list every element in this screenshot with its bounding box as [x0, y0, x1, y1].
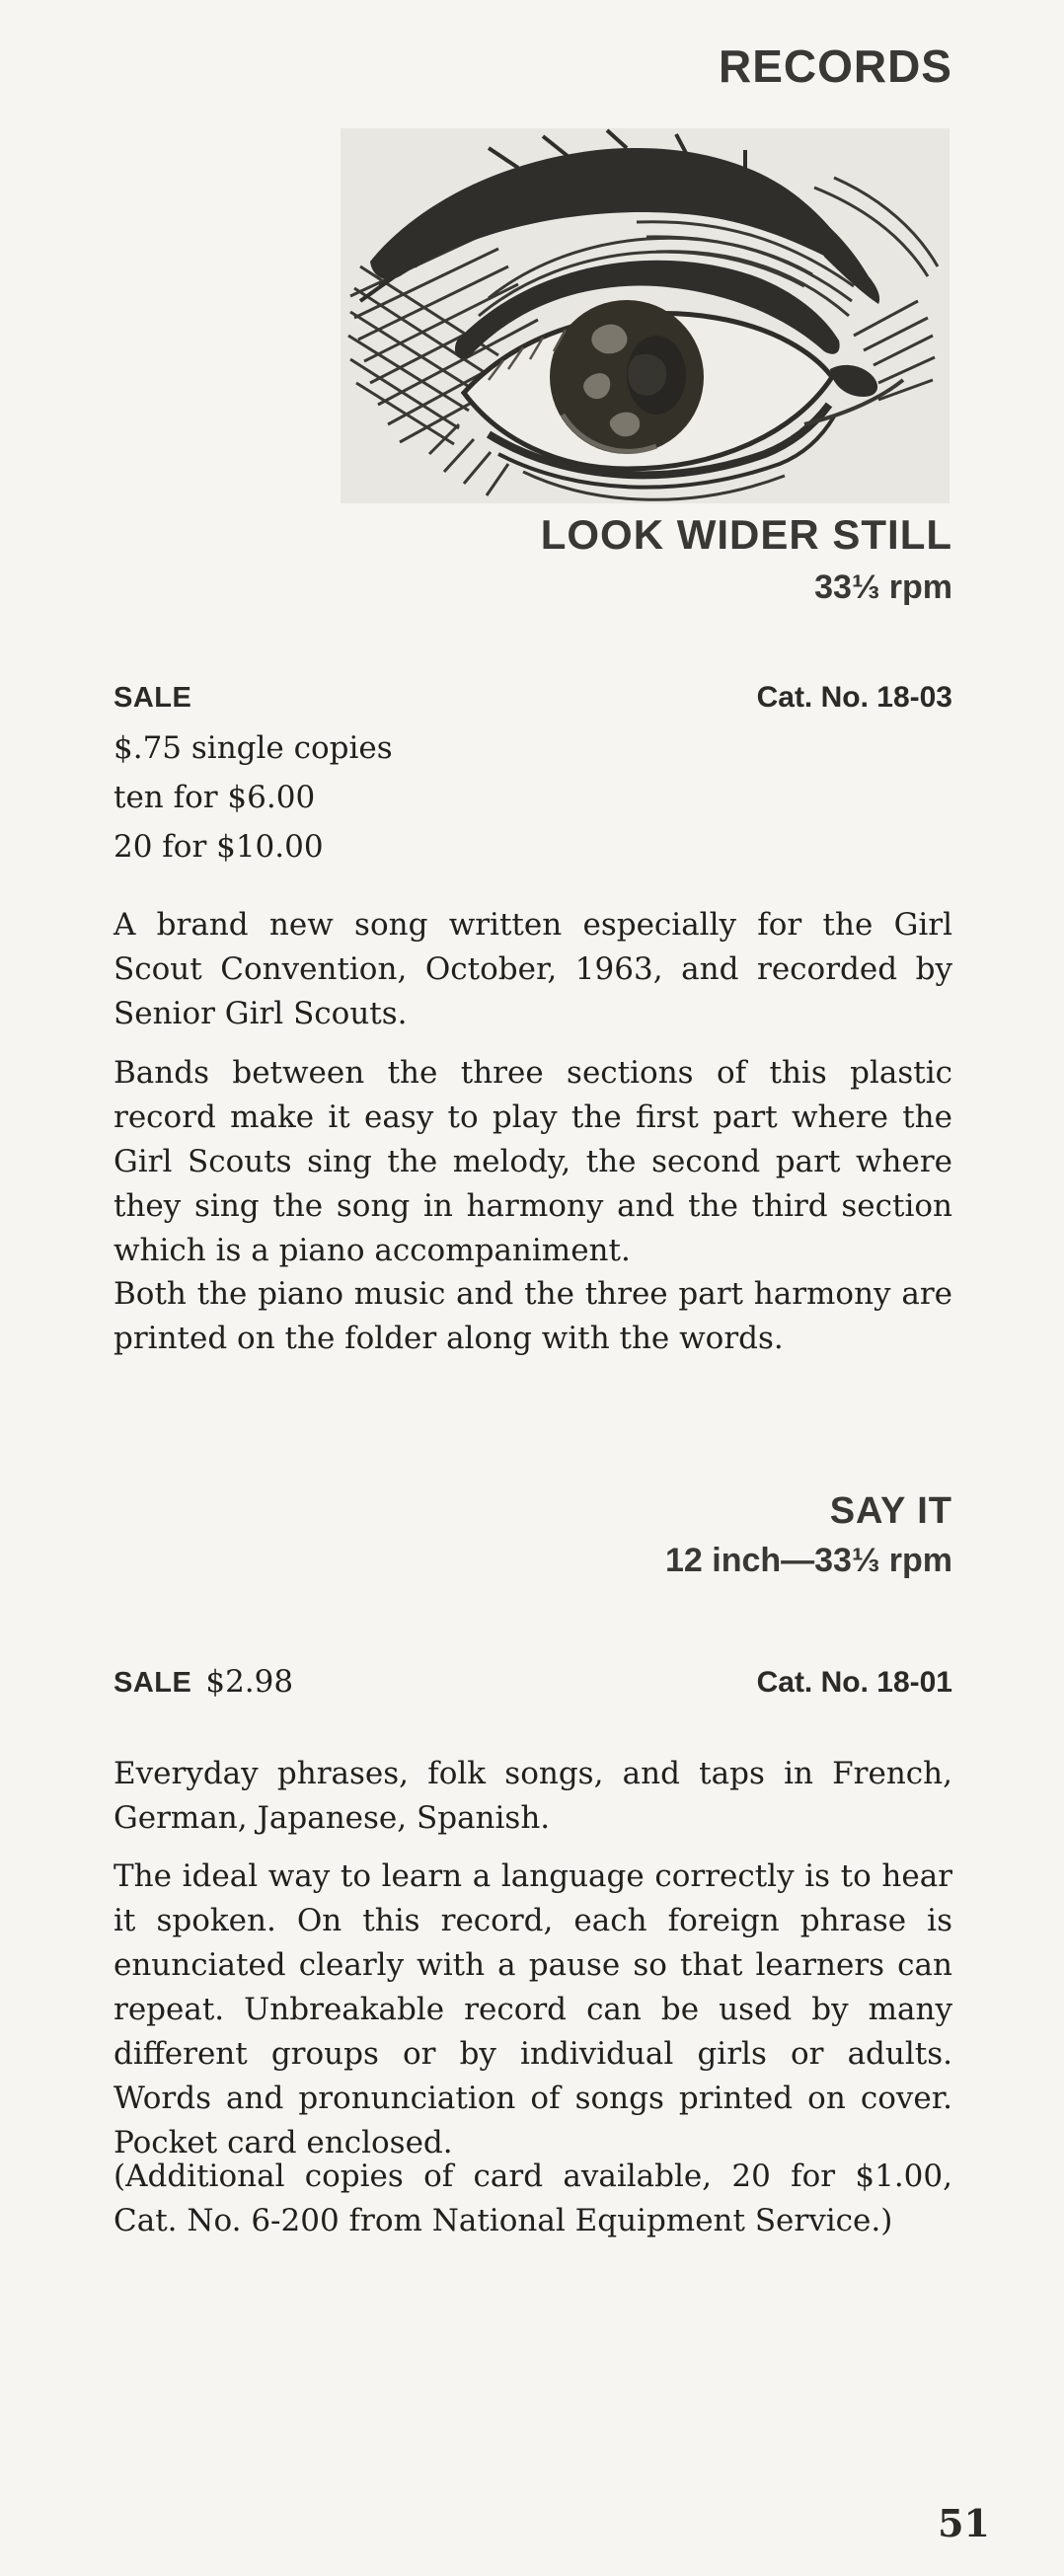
record2-paragraph: The ideal way to learn a language correctly is to hear it spoken. On this record, each foreign phrase is enunciated clearly with a pause so that learners can repeat. Unbreakable record can be used by many different groups or by individual girls or adults. Words and pronunciation of songs printed on cover. Pocket card enclosed. [114, 1858, 952, 2160]
record2-sale-group [114, 1664, 293, 1700]
record2-paragraph: (Additional copies of card available, 20 for $1.00, Cat. No. 6-200 from National Equipment Service.) [114, 2159, 952, 2238]
record2-cat-no: Cat. No. 18-01 [756, 1666, 952, 1699]
price-line: ten for $6.00 [114, 780, 316, 815]
record1-cat-no: Cat. No. 18-03 [756, 681, 952, 714]
record1-paragraph: A brand new song written especially for the Girl Scout Convention, October, 1963, and recorded by Senior Girl Scouts. [114, 907, 952, 1031]
record2-spec: 12 inch—33⅓ rpm [664, 1542, 952, 1579]
record2-sale-label: SALE [114, 1667, 192, 1699]
page-title: RECORDS [718, 40, 952, 92]
record2-sale-price: $2.98 [205, 1664, 294, 1700]
price-line: $.75 single copies [114, 730, 393, 766]
record1-paragraph: Both the piano music and the three part harmony are printed on the folder along with the words. [114, 1276, 952, 1356]
record2-sale-row [114, 1664, 952, 1700]
record2-paragraph: Everyday phrases, folk songs, and taps in French, German, Japanese, Spanish. [114, 1756, 952, 1836]
price-line: 20 for $10.00 [114, 829, 324, 865]
record1-price-list [114, 723, 952, 871]
record1-title: LOOK WIDER STILL [540, 511, 952, 558]
record1-sale-row [114, 681, 952, 715]
record1-sale-label: SALE [114, 682, 192, 714]
record1-spec: 33⅓ rpm [814, 568, 952, 606]
record1-paragraph: Bands between the three sections of this plastic record make it easy to play the first part where the Girl Scouts sing the melody, the second part where they sing the song in harmony and the third section which is a piano accompaniment. [114, 1055, 952, 1268]
page-number: 51 [938, 2501, 990, 2545]
record2-title: SAY IT [829, 1490, 952, 1532]
eye-illustration [341, 128, 950, 503]
eye-engraving-drawing [341, 128, 950, 503]
